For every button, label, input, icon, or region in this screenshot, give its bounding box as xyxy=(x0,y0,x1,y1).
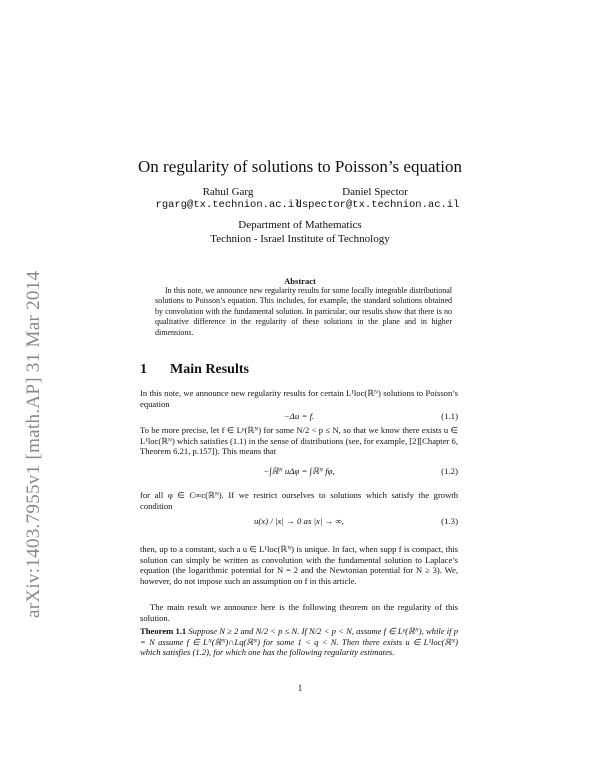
paper-title: On regularity of solutions to Poisson’s equation xyxy=(138,157,462,176)
author-name-2: Daniel Spector xyxy=(342,186,408,198)
equation-tag: (1.2) xyxy=(441,466,458,476)
paragraph-4: then, up to a constant, such a u ∈ L¹loc(ℝᴺ) is unique. In fact, when supp f is compact, this solution can simply be written as convolution with the fundamental solution to Laplace’s equation (the logarithmic potential for N = 2 and the Newtonian potential for N ≥ 3). We, however, do not impose such an assumption on f in this article. xyxy=(140,544,458,586)
paragraph-1: In this note, we announce new regularity results for certain L¹loc(ℝᴺ) solutions to Poisson’s equation xyxy=(140,388,458,409)
page-number: 1 xyxy=(297,683,303,693)
equation-1-2 xyxy=(140,466,458,480)
equation-body: u(x) / |x| → 0 as |x| → ∞, xyxy=(254,516,344,526)
section-title: Main Results xyxy=(170,362,249,377)
paragraph-2: To be more precise, let f ∈ Lᵖ(ℝᴺ) for some N/2 < p ≤ N, so that we know there exists u ∈ L¹loc(ℝᴺ) which satisfies (1.1) in the sense of distributions (see, for example, [2][Chapter 6, Theorem 6.21, p.157]). This means that xyxy=(140,425,458,457)
abstract-heading: Abstract xyxy=(284,276,316,286)
equation-1-1 xyxy=(140,411,458,423)
paragraph-5: The main result we announce here is the following theorem on the regularity of this solution. xyxy=(140,602,458,623)
section-heading xyxy=(140,362,249,378)
theorem-label: Theorem 1.1 xyxy=(140,626,187,636)
abstract-text: In this note, we announce new regularity results for some locally integrable distributional solutions to Poisson’s equation. This includes, for example, the standard solutions obtained by convolution with the fundamental solution. In particular, our results show that there is no qualitative difference in the regularity of these solutions in the plane and in higher dimensions. xyxy=(155,286,452,337)
equation-1-3 xyxy=(140,516,458,532)
section-number: 1 xyxy=(140,362,147,377)
institute: Technion - Israel Institute of Technology xyxy=(210,233,390,245)
equation-body: −Δu = f. xyxy=(283,411,315,421)
author-email-1: rgarg@tx.technion.ac.il xyxy=(155,199,301,211)
equation-tag: (1.1) xyxy=(441,411,458,421)
theorem-1-1 xyxy=(140,626,458,658)
author-email-2: dspector@tx.technion.ac.il xyxy=(295,199,460,211)
theorem-text: Suppose N ≥ 2 and N/2 < p ≤ N. If N/2 < p < N, assume f ∈ Lᵖ(ℝᴺ), while if p = N assume f ∈ Lᴺ(ℝᴺ)∩Lq(ℝᴺ) for some 1 < q < N. Then there exists u ∈ L¹loc(ℝᴺ) which satisfies (1.2), for which one has the following regularity estimates. xyxy=(140,626,458,658)
author-name-1: Rahul Garg xyxy=(202,186,254,198)
paragraph-3: for all φ ∈ C∞c(ℝᴺ). If we restrict ourselves to solutions which satisfy the growth condition xyxy=(140,490,458,511)
department: Department of Mathematics xyxy=(238,219,362,231)
equation-body: −∫ℝᴺ uΔφ = ∫ℝᴺ fφ, xyxy=(263,466,335,476)
arxiv-margin-note: arXiv:1403.7955v1 [math.AP] 31 Mar 2014 xyxy=(23,270,44,618)
equation-tag: (1.3) xyxy=(441,516,458,526)
